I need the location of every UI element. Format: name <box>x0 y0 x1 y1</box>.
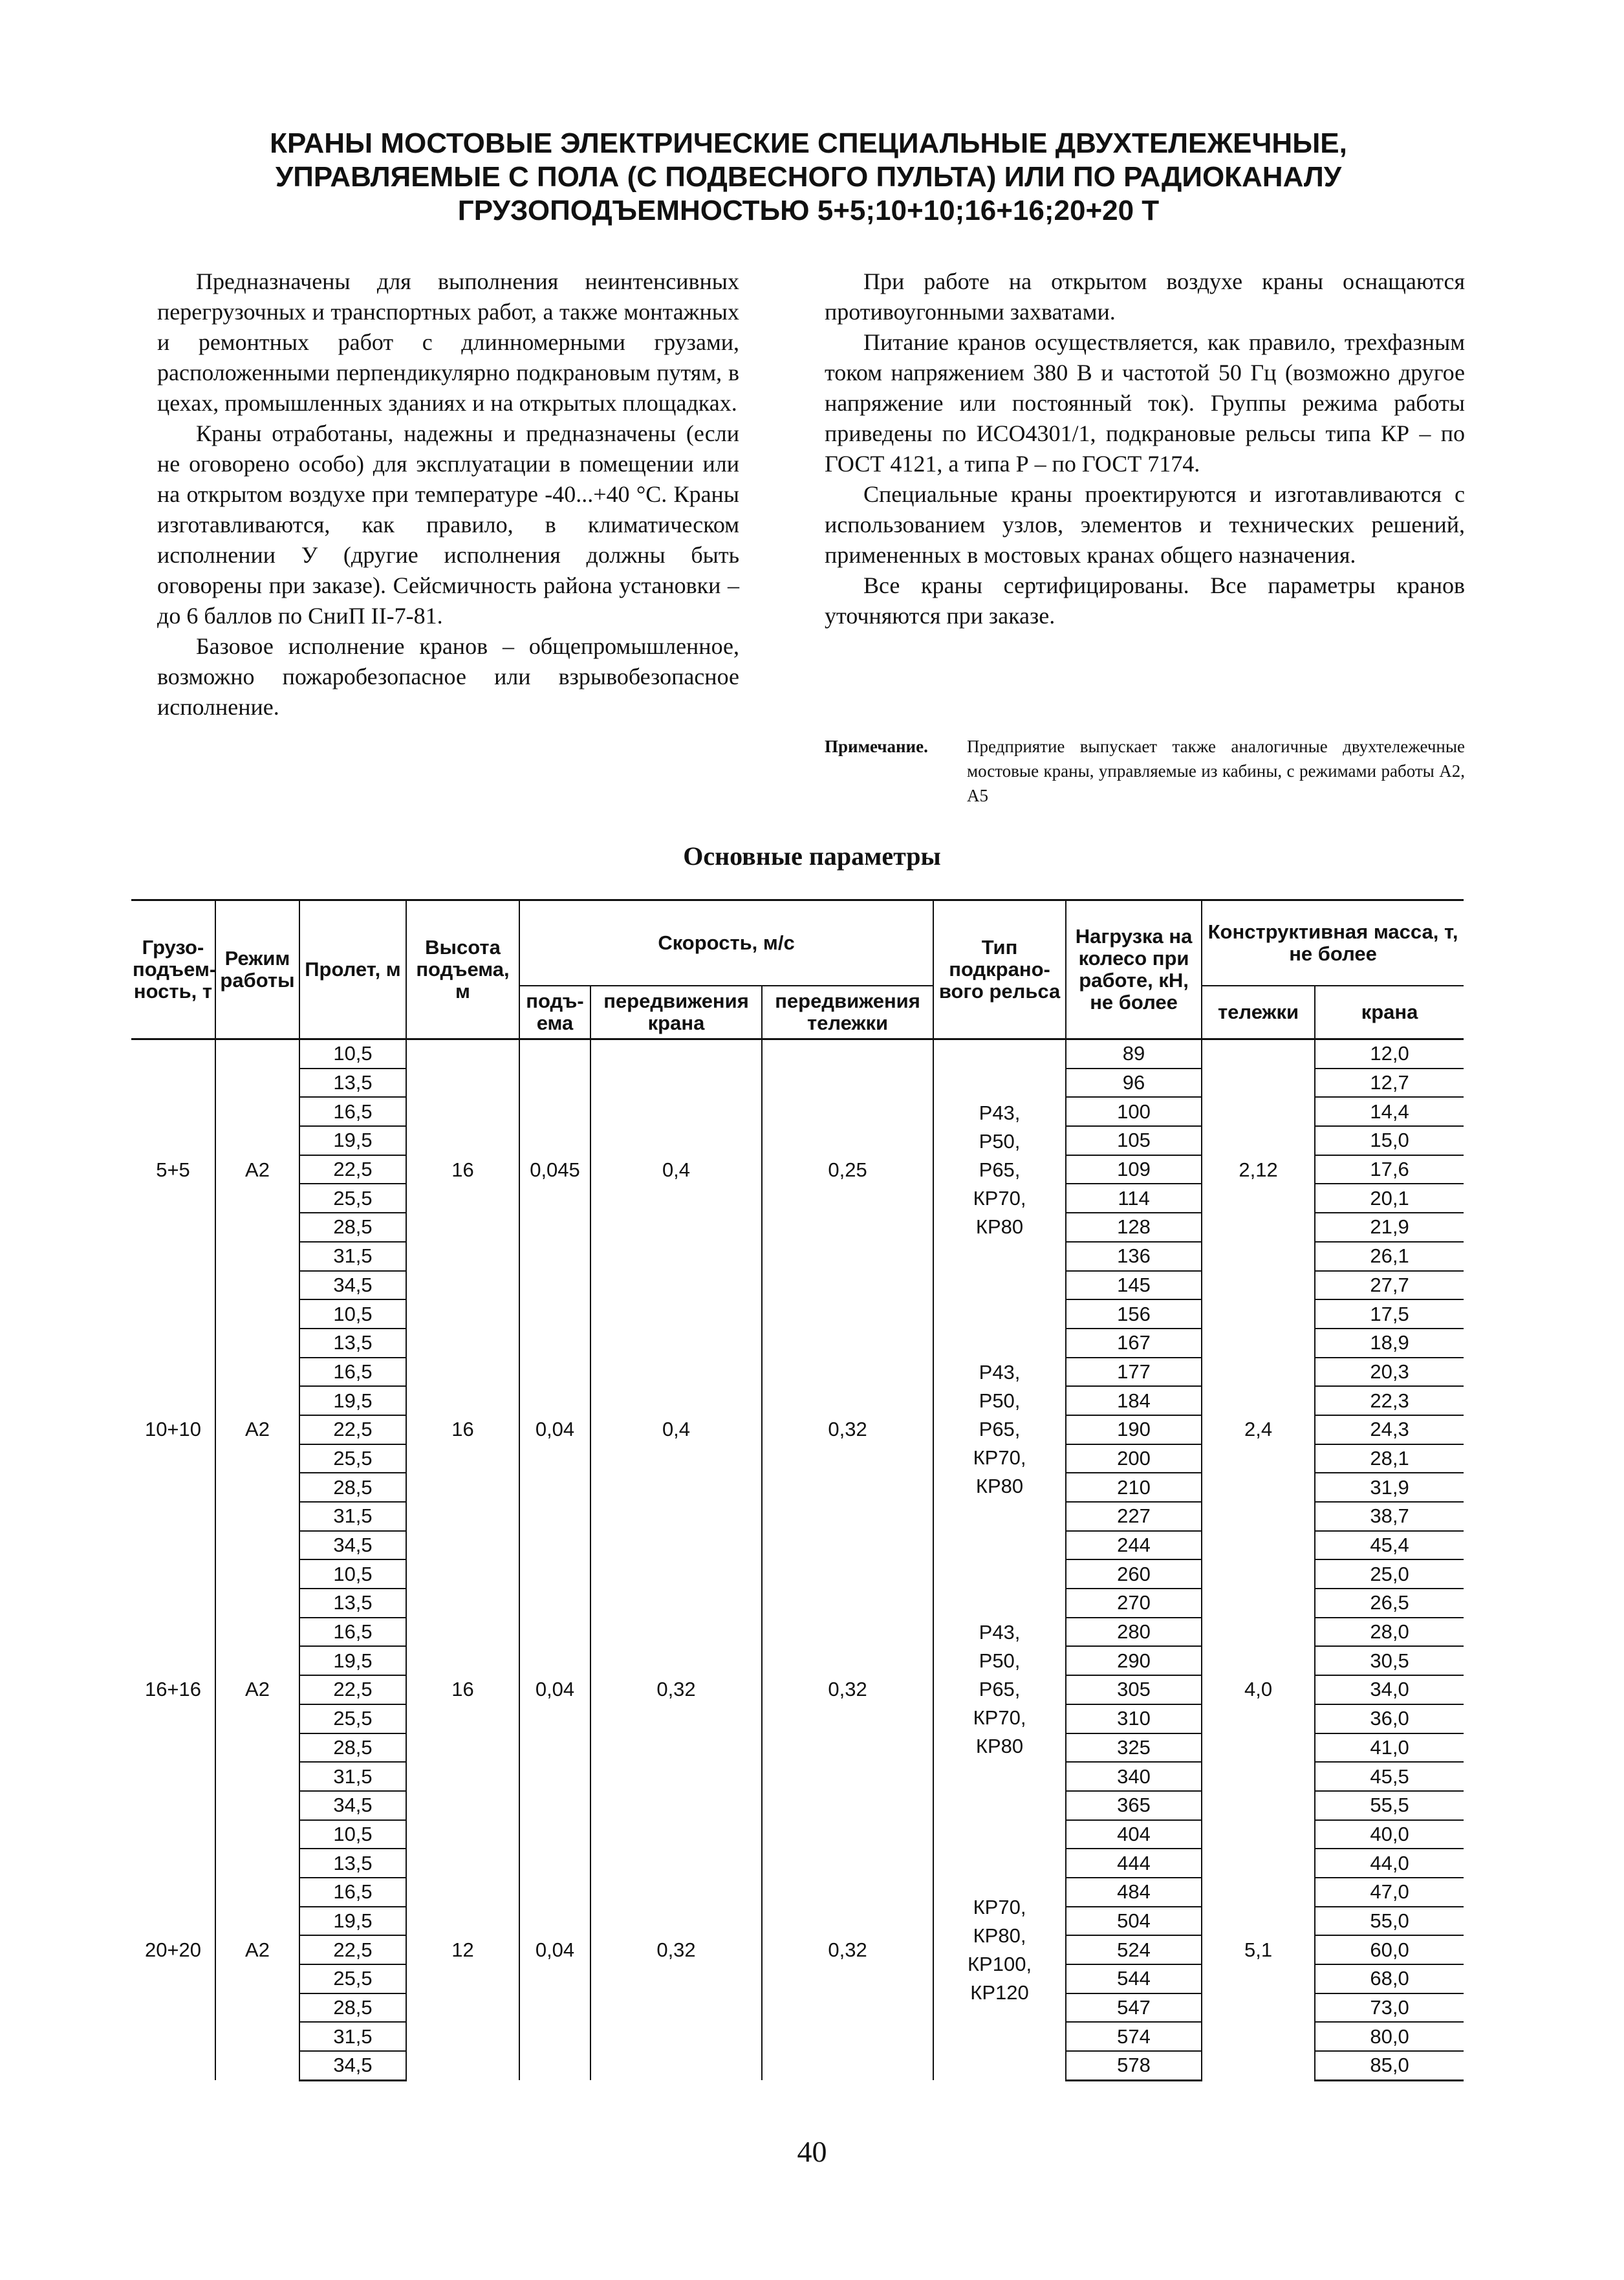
wheel-load-cell: 100 <box>1066 1097 1202 1126</box>
span-cell: 16,5 <box>299 1358 406 1387</box>
crane-mass-cell: 12,0 <box>1315 1039 1464 1069</box>
span-cell: 34,5 <box>299 2051 406 2080</box>
rail-type-cell: Р43, Р50, Р65, КР70, КР80 <box>933 1299 1066 1559</box>
wheel-load-cell: 578 <box>1066 2051 1202 2080</box>
crane-mass-cell: 26,1 <box>1315 1242 1464 1271</box>
header-span: Пролет, м <box>299 900 406 1039</box>
paragraph: Базовое исполнение кранов – общепромышленное, возможно пожаробезопасное или взрывобезопасное исполнение. <box>157 633 739 720</box>
header-mass: Конструктивная масса, т, не более <box>1202 900 1464 986</box>
height-cell: 16 <box>406 1559 519 1819</box>
title-line-1: КРАНЫ МОСТОВЫЕ ЭЛЕКТРИЧЕСКИЕ СПЕЦИАЛЬНЫЕ ДВУХТЕЛЕЖЕЧНЫЕ, <box>270 127 1347 159</box>
wheel-load-cell: 190 <box>1066 1415 1202 1444</box>
header-mode: Режим работы <box>215 900 299 1039</box>
crane-mass-cell: 68,0 <box>1315 1964 1464 1993</box>
span-cell: 22,5 <box>299 1155 406 1184</box>
capacity-cell: 20+20 <box>131 1820 215 2081</box>
span-cell: 16,5 <box>299 1618 406 1647</box>
crane-mass-cell: 17,6 <box>1315 1155 1464 1184</box>
span-cell: 22,5 <box>299 1415 406 1444</box>
span-cell: 25,5 <box>299 1964 406 1993</box>
left-column-text <box>157 266 739 722</box>
span-cell: 25,5 <box>299 1444 406 1473</box>
span-cell: 34,5 <box>299 1791 406 1820</box>
rail-type-cell: Р43, Р50, Р65, КР70, КР80 <box>933 1559 1066 1819</box>
crane-mass-cell: 22,3 <box>1315 1386 1464 1415</box>
span-cell: 10,5 <box>299 1039 406 1069</box>
crane-mass-cell: 17,5 <box>1315 1299 1464 1329</box>
span-cell: 28,5 <box>299 1213 406 1242</box>
wheel-load-cell: 544 <box>1066 1964 1202 1993</box>
span-cell: 31,5 <box>299 2022 406 2051</box>
wheel-load-cell: 167 <box>1066 1329 1202 1358</box>
crane-mass-cell: 26,5 <box>1315 1589 1464 1618</box>
crane-mass-cell: 55,0 <box>1315 1907 1464 1936</box>
span-cell: 16,5 <box>299 1878 406 1907</box>
crane-mass-cell: 20,1 <box>1315 1184 1464 1213</box>
span-cell: 10,5 <box>299 1559 406 1589</box>
speed-trolley-cell: 0,32 <box>762 1299 933 1559</box>
wheel-load-cell: 404 <box>1066 1820 1202 1849</box>
crane-mass-cell: 73,0 <box>1315 1993 1464 2023</box>
trolley-mass-cell: 2,12 <box>1202 1039 1315 1300</box>
crane-mass-cell: 28,1 <box>1315 1444 1464 1473</box>
wheel-load-cell: 260 <box>1066 1559 1202 1589</box>
speed-trolley-cell: 0,25 <box>762 1039 933 1300</box>
speed-crane-cell: 0,32 <box>590 1559 762 1819</box>
span-cell: 13,5 <box>299 1849 406 1878</box>
crane-mass-cell: 28,0 <box>1315 1618 1464 1647</box>
crane-mass-cell: 12,7 <box>1315 1069 1464 1098</box>
wheel-load-cell: 325 <box>1066 1733 1202 1763</box>
span-cell: 22,5 <box>299 1935 406 1964</box>
crane-mass-cell: 44,0 <box>1315 1849 1464 1878</box>
parameters-table <box>131 899 1464 2081</box>
wheel-load-cell: 96 <box>1066 1069 1202 1098</box>
span-cell: 25,5 <box>299 1704 406 1733</box>
crane-mass-cell: 25,0 <box>1315 1559 1464 1589</box>
header-height: Высота подъема, м <box>406 900 519 1039</box>
wheel-load-cell: 244 <box>1066 1531 1202 1560</box>
span-cell: 13,5 <box>299 1589 406 1618</box>
wheel-load-cell: 280 <box>1066 1618 1202 1647</box>
crane-mass-cell: 15,0 <box>1315 1126 1464 1155</box>
mode-cell: А2 <box>215 1820 299 2081</box>
note-text: Предприятие выпускает также аналогичные двухтележечные мостовые краны, управляемые из кабины, с режимами работы А2, А5 <box>967 737 1465 805</box>
paragraph: Питание кранов осуществляется, как правило, трехфазным током напряжением 380 В и частотой 50 Гц (возможно другое напряжение или постоянный ток). Группы режима работы приведены по ИСО4301/1, подкрановые рельсы типа КР – по ГОСТ 4121, а типа Р – по ГОСТ 7174. <box>825 329 1465 477</box>
span-cell: 28,5 <box>299 1473 406 1502</box>
header-capacity: Грузо-подъем-ность, т <box>131 900 215 1039</box>
span-cell: 19,5 <box>299 1646 406 1675</box>
crane-mass-cell: 21,9 <box>1315 1213 1464 1242</box>
wheel-load-cell: 444 <box>1066 1849 1202 1878</box>
header-mass-trolley: тележки <box>1202 986 1315 1039</box>
span-cell: 28,5 <box>299 1993 406 2023</box>
table-row <box>131 1820 1464 1849</box>
crane-mass-cell: 41,0 <box>1315 1733 1464 1763</box>
wheel-load-cell: 145 <box>1066 1271 1202 1300</box>
span-cell: 13,5 <box>299 1329 406 1358</box>
note <box>825 734 1465 808</box>
right-column-text <box>825 266 1465 631</box>
header-load: Нагрузка на колесо при работе, кН, не более <box>1066 900 1202 1039</box>
speed-crane-cell: 0,32 <box>590 1820 762 2081</box>
crane-mass-cell: 34,0 <box>1315 1675 1464 1704</box>
header-rail: Тип подкрано-вого рельса <box>933 900 1066 1039</box>
speed-crane-cell: 0,4 <box>590 1299 762 1559</box>
wheel-load-cell: 305 <box>1066 1675 1202 1704</box>
wheel-load-cell: 340 <box>1066 1762 1202 1791</box>
header-mass-crane: крана <box>1315 986 1464 1039</box>
title-line-2: УПРАВЛЯЕМЫЕ С ПОЛА (С ПОДВЕСНОГО ПУЛЬТА) ИЛИ ПО РАДИОКАНАЛУ <box>275 161 1342 193</box>
header-speed-lift: подъ-ема <box>519 986 590 1039</box>
crane-mass-cell: 47,0 <box>1315 1878 1464 1907</box>
wheel-load-cell: 114 <box>1066 1184 1202 1213</box>
crane-mass-cell: 55,5 <box>1315 1791 1464 1820</box>
crane-mass-cell: 30,5 <box>1315 1646 1464 1675</box>
note-label: Примечание. <box>825 737 928 756</box>
wheel-load-cell: 210 <box>1066 1473 1202 1502</box>
span-cell: 16,5 <box>299 1097 406 1126</box>
speed-lift-cell: 0,04 <box>519 1299 590 1559</box>
wheel-load-cell: 365 <box>1066 1791 1202 1820</box>
crane-mass-cell: 80,0 <box>1315 2022 1464 2051</box>
table-title: Основные параметры <box>683 841 941 871</box>
crane-mass-cell: 38,7 <box>1315 1502 1464 1531</box>
wheel-load-cell: 310 <box>1066 1704 1202 1733</box>
crane-mass-cell: 20,3 <box>1315 1358 1464 1387</box>
wheel-load-cell: 200 <box>1066 1444 1202 1473</box>
wheel-load-cell: 105 <box>1066 1126 1202 1155</box>
speed-lift-cell: 0,045 <box>519 1039 590 1300</box>
span-cell: 10,5 <box>299 1299 406 1329</box>
header-speed-trolley: передвижения тележки <box>762 986 933 1039</box>
span-cell: 19,5 <box>299 1126 406 1155</box>
speed-lift-cell: 0,04 <box>519 1820 590 2081</box>
trolley-mass-cell: 4,0 <box>1202 1559 1315 1819</box>
rail-type-cell: Р43, Р50, Р65, КР70, КР80 <box>933 1039 1066 1300</box>
span-cell: 34,5 <box>299 1531 406 1560</box>
speed-trolley-cell: 0,32 <box>762 1820 933 2081</box>
span-cell: 19,5 <box>299 1907 406 1936</box>
crane-mass-cell: 14,4 <box>1315 1097 1464 1126</box>
paragraph: При работе на открытом воздухе краны оснащаются противоугонными захватами. <box>825 268 1465 325</box>
crane-mass-cell: 27,7 <box>1315 1271 1464 1300</box>
crane-mass-cell: 36,0 <box>1315 1704 1464 1733</box>
height-cell: 12 <box>406 1820 519 2081</box>
span-cell: 31,5 <box>299 1502 406 1531</box>
wheel-load-cell: 109 <box>1066 1155 1202 1184</box>
parameters-table-wrapper <box>131 899 1464 2081</box>
span-cell: 34,5 <box>299 1271 406 1300</box>
mode-cell: А2 <box>215 1299 299 1559</box>
wheel-load-cell: 227 <box>1066 1502 1202 1531</box>
crane-mass-cell: 18,9 <box>1315 1329 1464 1358</box>
table-row <box>131 1559 1464 1589</box>
paragraph: Краны отработаны, надежны и предназначены (если не оговорено особо) для эксплуатации в помещении или на открытом воздухе при температуре -40...+40 °С. Краны изготавливаются, как правило, в климатическом исполнении У (другие исполнения должны быть оговорены при заказе). Сейсмичность района установки – до 6 баллов по СниП II-7-81. <box>157 420 739 629</box>
wheel-load-cell: 574 <box>1066 2022 1202 2051</box>
span-cell: 31,5 <box>299 1762 406 1791</box>
wheel-load-cell: 177 <box>1066 1358 1202 1387</box>
speed-crane-cell: 0,4 <box>590 1039 762 1300</box>
paragraph: Предназначены для выполнения неинтенсивных перегрузочных и транспортных работ, а также монтажных и ремонтных работ с длинномерными грузами, расположенными перпендикулярно подкрановым путям, в цехах, промышленных зданиях и на открытых площадках. <box>157 268 739 416</box>
mode-cell: А2 <box>215 1559 299 1819</box>
speed-lift-cell: 0,04 <box>519 1559 590 1819</box>
header-speed: Скорость, м/с <box>519 900 933 986</box>
speed-trolley-cell: 0,32 <box>762 1559 933 1819</box>
paragraph: Специальные краны проектируются и изготавливаются с использованием узлов, элементов и технических решений, примененных в мостовых кранах общего назначения. <box>825 481 1465 568</box>
page-number: 40 <box>797 2135 827 2168</box>
table-body <box>131 1039 1464 2081</box>
capacity-cell: 10+10 <box>131 1299 215 1559</box>
wheel-load-cell: 136 <box>1066 1242 1202 1271</box>
crane-mass-cell: 45,5 <box>1315 1762 1464 1791</box>
crane-mass-cell: 31,9 <box>1315 1473 1464 1502</box>
wheel-load-cell: 524 <box>1066 1935 1202 1964</box>
trolley-mass-cell: 5,1 <box>1202 1820 1315 2081</box>
table-row <box>131 1039 1464 1069</box>
height-cell: 16 <box>406 1039 519 1300</box>
span-cell: 10,5 <box>299 1820 406 1849</box>
capacity-cell: 5+5 <box>131 1039 215 1300</box>
span-cell: 13,5 <box>299 1069 406 1098</box>
crane-mass-cell: 40,0 <box>1315 1820 1464 1849</box>
crane-mass-cell: 24,3 <box>1315 1415 1464 1444</box>
capacity-cell: 16+16 <box>131 1559 215 1819</box>
height-cell: 16 <box>406 1299 519 1559</box>
paragraph: Все краны сертифицированы. Все параметры кранов уточняются при заказе. <box>825 572 1465 629</box>
mode-cell: А2 <box>215 1039 299 1300</box>
trolley-mass-cell: 2,4 <box>1202 1299 1315 1559</box>
wheel-load-cell: 184 <box>1066 1386 1202 1415</box>
document-title <box>194 127 1423 228</box>
wheel-load-cell: 504 <box>1066 1907 1202 1936</box>
crane-mass-cell: 60,0 <box>1315 1935 1464 1964</box>
span-cell: 22,5 <box>299 1675 406 1704</box>
wheel-load-cell: 484 <box>1066 1878 1202 1907</box>
crane-mass-cell: 45,4 <box>1315 1531 1464 1560</box>
span-cell: 28,5 <box>299 1733 406 1763</box>
rail-type-cell: КР70, КР80, КР100, КР120 <box>933 1820 1066 2081</box>
title-line-3: ГРУЗОПОДЪЕМНОСТЬЮ 5+5;10+10;16+16;20+20 Т <box>457 195 1160 226</box>
wheel-load-cell: 156 <box>1066 1299 1202 1329</box>
table-row <box>131 1299 1464 1329</box>
wheel-load-cell: 89 <box>1066 1039 1202 1069</box>
crane-mass-cell: 85,0 <box>1315 2051 1464 2080</box>
wheel-load-cell: 547 <box>1066 1993 1202 2023</box>
span-cell: 25,5 <box>299 1184 406 1213</box>
span-cell: 19,5 <box>299 1386 406 1415</box>
wheel-load-cell: 290 <box>1066 1646 1202 1675</box>
wheel-load-cell: 270 <box>1066 1589 1202 1618</box>
wheel-load-cell: 128 <box>1066 1213 1202 1242</box>
header-speed-crane: передвижения крана <box>590 986 762 1039</box>
span-cell: 31,5 <box>299 1242 406 1271</box>
